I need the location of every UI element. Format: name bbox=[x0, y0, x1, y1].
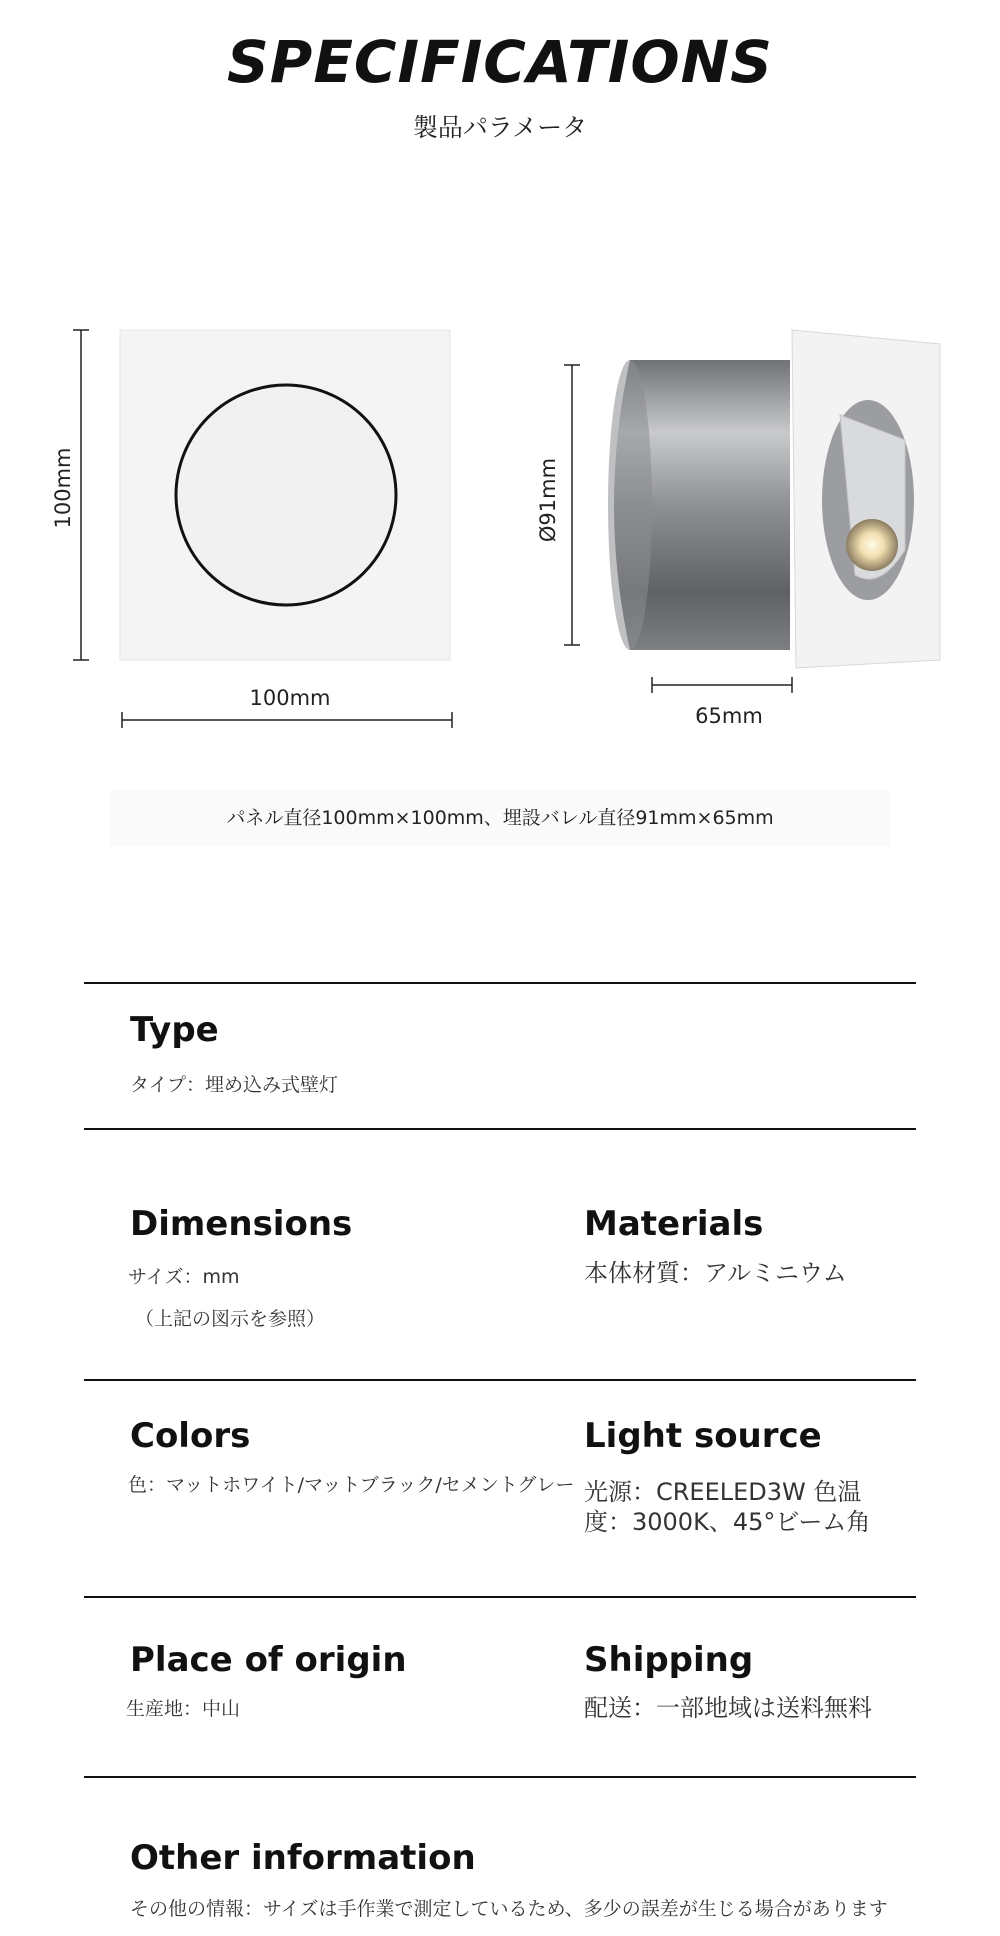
materials-text: 本体材質：アルミニウム bbox=[584, 1259, 847, 1287]
side-depth-label: 65mm bbox=[695, 704, 763, 728]
light-source-line1: 光源：CREELED3W 色温 bbox=[584, 1478, 862, 1506]
side-diameter-label: Ø91mm bbox=[536, 457, 560, 543]
page-title: SPECIFICATIONS bbox=[227, 28, 773, 96]
panel-circle bbox=[176, 385, 396, 605]
shipping-text: 配送：一部地域は送料無料 bbox=[584, 1694, 872, 1722]
origin-title: Place of origin bbox=[130, 1640, 407, 1680]
light-source-line2: 度：3000K、45°ビーム角 bbox=[584, 1508, 871, 1536]
divider bbox=[84, 982, 916, 984]
side-view-diagram bbox=[520, 320, 960, 720]
dimensions-note: （上記の図示を参照） bbox=[135, 1308, 326, 1330]
light-source-title: Light source bbox=[584, 1416, 822, 1456]
page-subtitle: 製品パラメータ bbox=[412, 113, 588, 142]
dimensions-text: サイズ：mm bbox=[128, 1266, 240, 1288]
divider bbox=[84, 1379, 916, 1381]
type-text: タイプ：埋め込み式壁灯 bbox=[130, 1074, 339, 1096]
figure-caption: パネル直径100mm×100mm、埋設バレル直径91mm×65mm bbox=[110, 790, 890, 846]
light-source bbox=[846, 519, 898, 571]
divider bbox=[84, 1128, 916, 1130]
front-view-diagram bbox=[40, 315, 480, 735]
materials-title: Materials bbox=[584, 1204, 764, 1244]
other-info-title: Other information bbox=[130, 1838, 476, 1878]
colors-text: 色：マットホワイト/マットブラック/セメントグレー bbox=[128, 1474, 575, 1496]
front-width-label: 100mm bbox=[249, 686, 331, 710]
front-height-label: 100mm bbox=[51, 447, 75, 529]
shipping-title: Shipping bbox=[584, 1640, 754, 1680]
colors-title: Colors bbox=[130, 1416, 251, 1456]
origin-text: 生産地：中山 bbox=[126, 1698, 241, 1720]
dimensions-title: Dimensions bbox=[130, 1204, 353, 1244]
divider bbox=[84, 1596, 916, 1598]
divider bbox=[84, 1776, 916, 1778]
other-info-text: その他の情報：サイズは手作業で測定しているため、多少の誤差が生じる場合があります bbox=[130, 1898, 888, 1920]
type-title: Type bbox=[130, 1010, 219, 1050]
